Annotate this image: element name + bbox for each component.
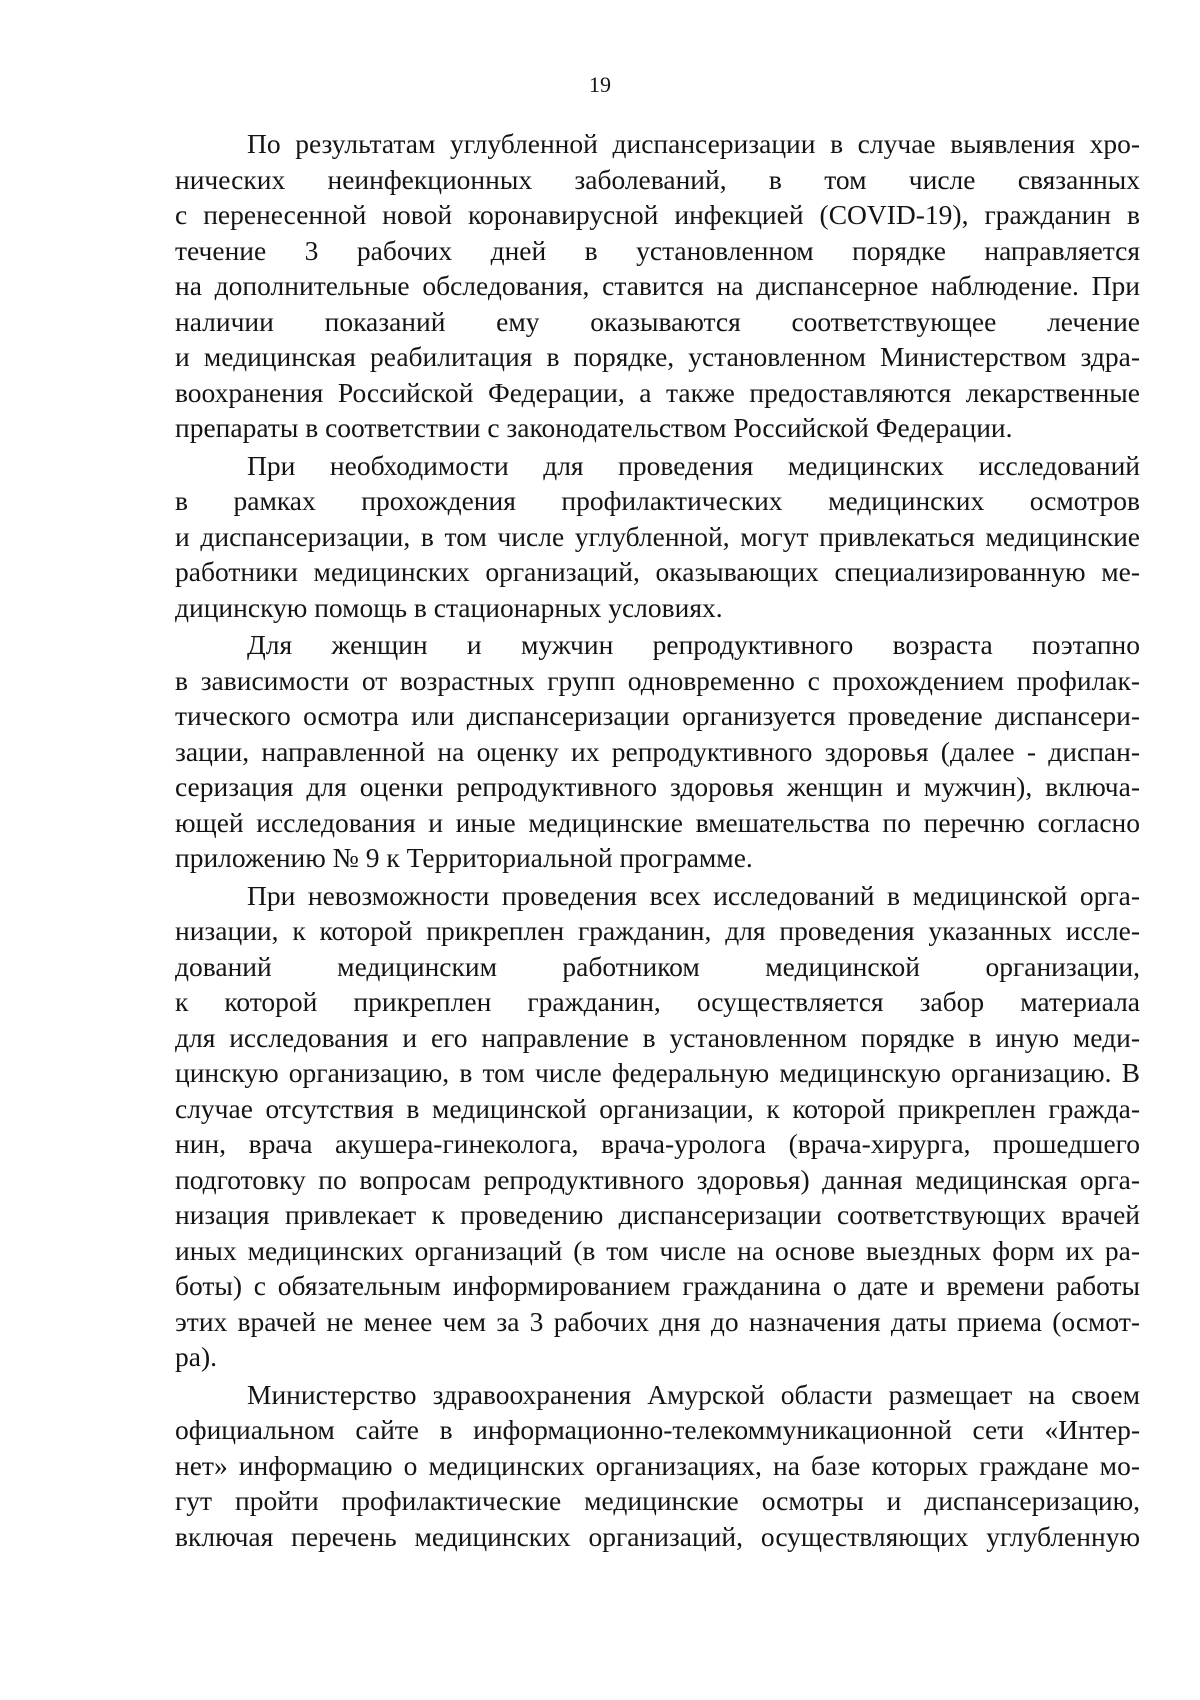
text-line: дицинскую помощь в стационарных условиях. [175, 591, 723, 623]
text-line: низации, к которой прикреплен гражданин, для проведения указанных иссле- [175, 915, 1140, 946]
page-number: 19 [589, 72, 611, 97]
text-line: в зависимости от возрастных групп одновременно с прохождением профилак- [175, 664, 1140, 696]
text-line: случае отсутствия в медицинской организации, к которой прикреплен гражда- [175, 1092, 1140, 1124]
text-line: включая перечень медицинских организаций, осуществляющих углубленную [175, 1520, 1140, 1552]
text-line: При необходимости для проведения медицинских исследований [247, 449, 1140, 481]
text-line: работники медицинских организаций, оказывающих специализированную ме- [175, 556, 1140, 587]
text-line: течение 3 рабочих дней в установленном порядке направляется [175, 234, 1140, 266]
text-line: воохранения Российской Федерации, а также предоставляются лекарственные [175, 376, 1140, 408]
text-line: нин, врача акушера-гинеколога, врача-уролога (врача-хирурга, прошедшего [175, 1128, 1140, 1159]
paragraph-4 [175, 878, 1140, 1375]
text-line: к которой прикреплен гражданин, осуществляется забор материала [175, 986, 1140, 1017]
text-line: и диспансеризации, в том числе углубленной, могут привлекаться медицинские [175, 520, 1140, 552]
text-line: ющей исследования и иные медицинские вмешательства по перечню согласно [175, 806, 1140, 838]
text-line: на дополнительные обследования, ставится на диспансерное наблюдение. При [175, 270, 1140, 301]
document-body [175, 126, 1140, 1554]
text-line: серизация для оценки репродуктивного здоровья женщин и мужчин), включа- [175, 771, 1140, 802]
text-line: приложению № 9 к Территориальной программе. [175, 842, 753, 873]
text-line: этих врачей не менее чем за 3 рабочих дня до назначения даты приема (осмот- [175, 1305, 1140, 1337]
text-line: нет» информацию о медицинских организациях, на базе которых граждане мо- [175, 1449, 1140, 1481]
text-line: цинскую организацию, в том числе федеральную медицинскую организацию. В [175, 1057, 1140, 1088]
text-line: тического осмотра или диспансеризации организуется проведение диспансери- [175, 700, 1140, 731]
text-line: низация привлекает к проведению диспансеризации соответствующих врачей [175, 1199, 1140, 1230]
text-line: Министерство здравоохранения Амурской области размещает на своем [247, 1378, 1140, 1410]
paragraph-3 [175, 627, 1140, 876]
text-line: препараты в соответствии с законодательством Российской Федерации. [175, 412, 1013, 443]
paragraph-1 [175, 126, 1140, 446]
text-line: зации, направленной на оценку их репродуктивного здоровья (далее - диспан- [175, 735, 1140, 767]
text-line: боты) с обязательным информированием гражданина о дате и времени работы [175, 1270, 1140, 1301]
text-line: По результатам углубленной диспансеризации в случае выявления хро- [247, 128, 1140, 159]
text-line: иных медицинских организаций (в том числе на основе выездных форм их ра- [175, 1234, 1140, 1266]
text-line: с перенесенной новой коронавирусной инфекцией (COVID-19), гражданин в [175, 199, 1140, 230]
text-line: и медицинская реабилитация в порядке, установленном Министерством здра- [175, 341, 1140, 372]
text-line: нических неинфекционных заболеваний, в том числе связанных [175, 163, 1140, 195]
text-line: ра). [175, 1341, 217, 1372]
text-line: в рамках прохождения профилактических медицинских осмотров [175, 485, 1140, 516]
text-line: При невозможности проведения всех исследований в медицинской орга- [247, 879, 1140, 911]
paragraph-2 [175, 448, 1140, 626]
text-line: Для женщин и мужчин репродуктивного возраста поэтапно [247, 629, 1140, 660]
text-line: официальном сайте в информационно-телекоммуникационной сети «Интер- [175, 1414, 1140, 1445]
text-line: для исследования и его направление в установленном порядке в иную меди- [175, 1021, 1140, 1053]
text-line: гут пройти профилактические медицинские осмотры и диспансеризацию, [175, 1485, 1140, 1516]
text-line: наличии показаний ему оказываются соответствующее лечение [175, 305, 1140, 337]
text-line: подготовку по вопросам репродуктивного здоровья) данная медицинская орга- [175, 1163, 1140, 1195]
text-line: дований медицинским работником медицинской организации, [175, 950, 1140, 982]
paragraph-5 [175, 1377, 1140, 1555]
